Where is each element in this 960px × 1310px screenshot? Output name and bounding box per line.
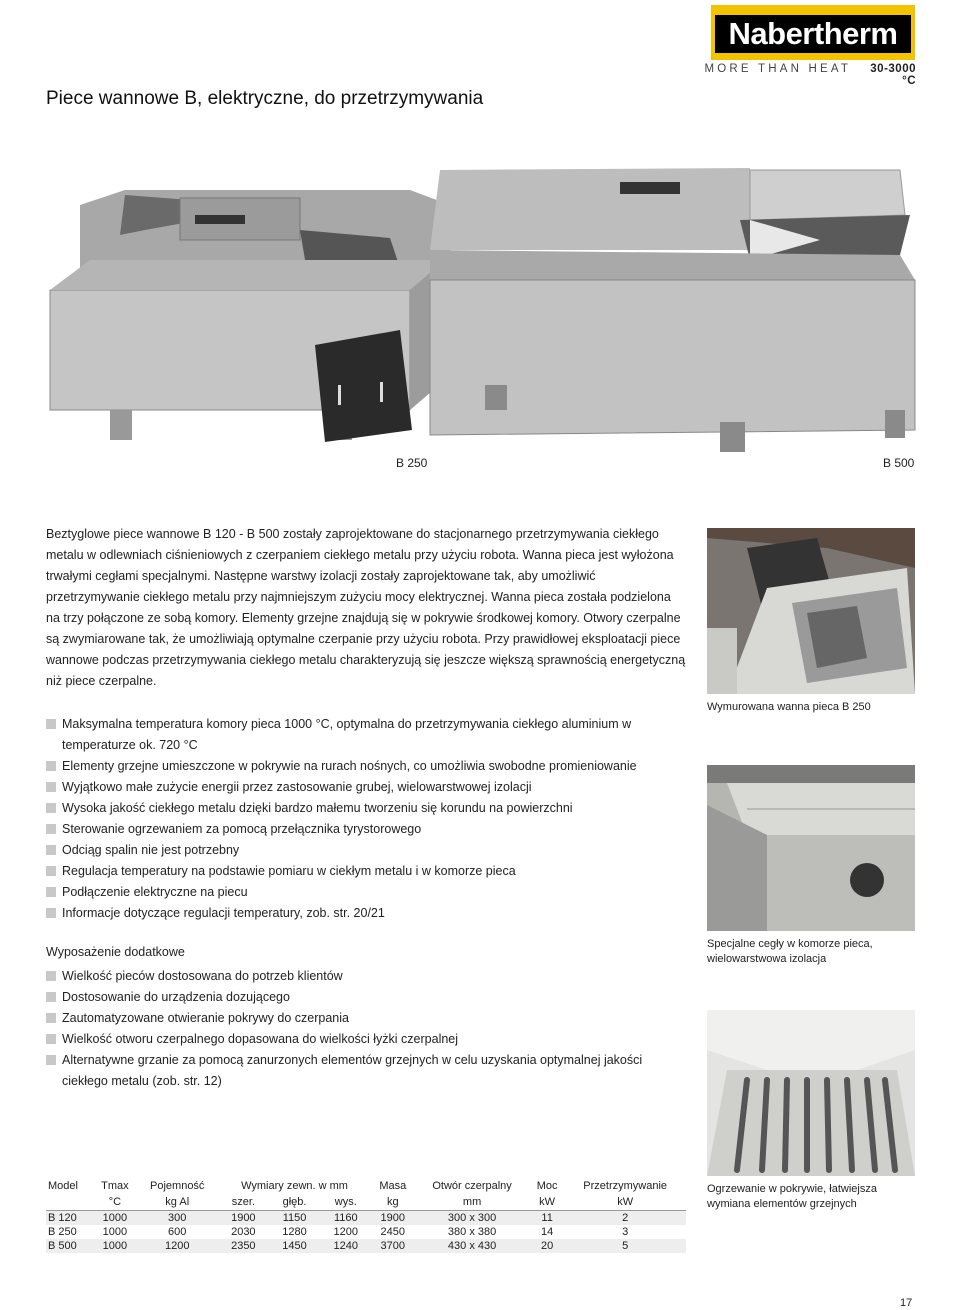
table-cell: 1280	[282, 1226, 307, 1238]
unit-cell: kW	[530, 1194, 564, 1211]
accessories-list	[46, 966, 686, 1092]
table-cell: 5	[564, 1239, 686, 1253]
feature-item: Sterowanie ogrzewaniem za pomocą przełącznika tyrystorowego	[46, 819, 686, 840]
table-cell: 1160	[320, 1211, 371, 1226]
tagline-text: MORE THAN HEAT	[704, 63, 852, 75]
caption-brick-lined-bath: Wymurowana wanna pieca B 250	[707, 701, 871, 713]
table-cell: B 500	[46, 1239, 93, 1253]
table-cell: 1000	[93, 1239, 137, 1253]
table-cell: 380 x 380	[447, 1226, 497, 1238]
table-units-row	[46, 1194, 686, 1211]
furnace-illustrations	[30, 160, 920, 460]
col-power: Moc	[536, 1180, 558, 1192]
table-cell: 300 x 300	[414, 1211, 530, 1226]
table-row	[46, 1239, 686, 1253]
feature-item: Podłączenie elektryczne na piecu	[46, 882, 686, 903]
accessory-item: Wielkość otworu czerpalnego dopasowana do wielkości łyżki czerpalnej	[46, 1029, 686, 1050]
tagline	[700, 63, 916, 87]
table-cell: 430 x 430	[414, 1239, 530, 1253]
table-cell: 1000	[93, 1211, 137, 1226]
col-opening: Otwór czerpalny	[432, 1180, 512, 1192]
table-cell: 1000	[102, 1226, 128, 1238]
logo-plate	[715, 15, 911, 53]
unit-cell: °C	[93, 1194, 137, 1211]
table-cell: 2350	[218, 1239, 269, 1253]
temperature-range: 30-3000 °C	[870, 63, 916, 87]
accessory-item: Alternatywne grzanie za pomocą zanurzonych elementów grzejnych w celu uzyskania optymalnej jakości ciekłego metalu (zob. str. 12)	[46, 1050, 686, 1092]
table-cell: 1200	[333, 1226, 358, 1238]
table-cell: 14	[540, 1226, 554, 1238]
table-row	[46, 1225, 686, 1239]
accessory-item: Dostosowanie do urządzenia dozującego	[46, 987, 686, 1008]
unit-cell: głęb.	[269, 1194, 320, 1211]
accessories-heading: Wyposażenie dodatkowe	[46, 945, 185, 959]
feature-item: Wyjątkowo małe zużycie energii przez zastosowanie grubej, wielowarstwowej izolacji	[46, 777, 686, 798]
table-cell: 1150	[269, 1211, 320, 1226]
table-cell: 3	[622, 1226, 629, 1238]
unit-cell	[46, 1194, 93, 1211]
table-cell: 1900	[218, 1211, 269, 1226]
table-cell: 3700	[371, 1239, 414, 1253]
specifications-table	[46, 1178, 686, 1253]
table-cell: 1450	[269, 1239, 320, 1253]
unit-cell: mm	[414, 1194, 530, 1211]
furnace-b250-image	[50, 190, 450, 442]
col-model: Model	[48, 1180, 78, 1192]
page-number: 17	[900, 1297, 913, 1309]
table-cell: 2	[564, 1211, 686, 1226]
feature-item: Elementy grzejne umieszczone w pokrywie na rurach nośnych, co umożliwia swobodne promieniowanie	[46, 756, 686, 777]
caption-special-bricks: Specjalne cegły w komorze pieca, wielowarstwowa izolacja	[707, 938, 873, 965]
feature-item: Informacje dotyczące regulacji temperatury, zob. str. 20/21	[46, 903, 686, 924]
feature-item: Wysoka jakość ciekłego metalu dzięki bardzo małemu tworzeniu się korundu na powierzchni	[46, 798, 686, 819]
brand-logo	[711, 5, 915, 60]
table-cell: 600	[168, 1226, 187, 1238]
photo-special-bricks	[707, 765, 915, 931]
table-cell: 2030	[231, 1226, 256, 1238]
photo-lid-heating-elements	[707, 1010, 915, 1176]
accessory-item: Wielkość pieców dostosowana do potrzeb klientów	[46, 966, 686, 987]
table-row	[46, 1211, 686, 1226]
col-dimensions: Wymiary zewn. w mm	[241, 1180, 348, 1192]
table-cell: 1900	[371, 1211, 414, 1226]
unit-cell: kg Al	[137, 1194, 218, 1211]
logo-text: Nabertherm	[728, 16, 898, 51]
table-cell: 11	[530, 1211, 564, 1226]
table-cell: B 250	[48, 1226, 77, 1238]
table-header-row	[46, 1178, 686, 1194]
feature-item: Odciąg spalin nie jest potrzebny	[46, 840, 686, 861]
table-cell: 2450	[380, 1226, 406, 1238]
table-cell: 20	[530, 1239, 564, 1253]
accessory-item: Zautomatyzowane otwieranie pokrywy do czerpania	[46, 1008, 686, 1029]
feature-item: Maksymalna temperatura komory pieca 1000 °C, optymalna do przetrzymywania ciekłego aluminium w temperaturze ok. 720 °C	[46, 714, 686, 756]
col-capacity: Pojemność	[150, 1180, 205, 1192]
feature-list	[46, 714, 686, 924]
col-weight: Masa	[379, 1180, 407, 1192]
caption-b500: B 500	[883, 456, 915, 470]
table-cell: B 120	[46, 1211, 93, 1226]
caption-lid-heating: Ogrzewanie w pokrywie, łatwiejsza wymiana elementów grzejnych	[707, 1183, 877, 1210]
table-cell: 1200	[137, 1239, 218, 1253]
unit-cell: kg	[371, 1194, 414, 1211]
col-tmax: Tmax	[101, 1180, 129, 1192]
intro-paragraph: Beztyglowe piece wannowe B 120 - B 500 zostały zaprojektowane do stacjonarnego przetrzymywania ciekłego metalu w odlewniach ciśnieniowych z czerpaniem ciekłego metalu przy użyciu robota. Wanna pieca jest wyłożona trwałymi cegłami specjalnymi. Następne warstwy izolacji zostały zaprojektowane tak, aby umożliwić przetrzymywanie ciekłego metalu przy najmniejszym zużyciu mocy elektrycznej. Wanna pieca została podzielona na trzy połączone ze sobą komory. Elementy grzejne znajdują się w pokrywie środkowej komory. Otwory czerpalne są zwymiarowane tak, że umożliwiają optymalne czerpanie przy użyciu robota. Przy prawidłowej eksploatacji piece wannowe podczas przetrzymywania ciekłego metalu charakteryzują się jeszcze większą sprawnością energetyczną niż piece czerpalne.	[46, 527, 686, 688]
page-title: Piece wannowe B, elektryczne, do przetrzymywania	[46, 88, 484, 109]
col-holding: Przetrzymywanie	[583, 1180, 668, 1192]
unit-cell: wys.	[320, 1194, 371, 1211]
photo-brick-lined-bath	[707, 528, 915, 694]
unit-cell: szer.	[218, 1194, 269, 1211]
caption-b250: B 250	[396, 456, 428, 470]
table-cell: 300	[137, 1211, 218, 1226]
table-cell: 1240	[320, 1239, 371, 1253]
feature-item: Regulacja temperatury na podstawie pomiaru w ciekłym metalu i w komorze pieca	[46, 861, 686, 882]
unit-cell: kW	[564, 1194, 686, 1211]
furnace-b500-image	[430, 168, 915, 452]
